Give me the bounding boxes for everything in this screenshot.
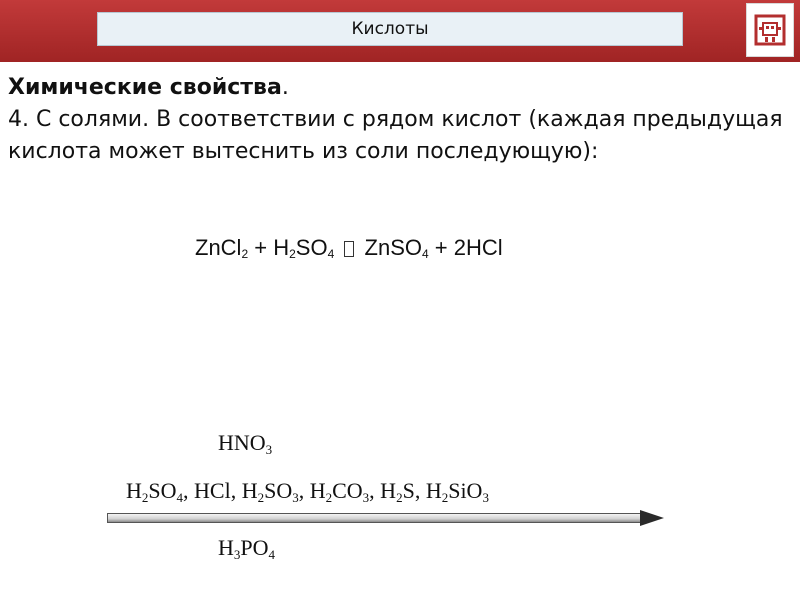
slide-title: Кислоты <box>97 12 683 46</box>
acid-top <box>218 430 272 458</box>
acid-part: H <box>309 478 326 503</box>
acid-part: PO <box>240 535 269 560</box>
acid-part: H <box>380 478 397 503</box>
separator: , <box>414 478 426 503</box>
acid-part: H <box>241 478 258 503</box>
separator: , <box>230 478 242 503</box>
heading-text: Химические свойства <box>8 75 282 100</box>
acid-formula: HNO <box>218 430 266 455</box>
product-2: + 2HCl <box>428 235 503 260</box>
reactant-2-mid: SO <box>295 235 328 260</box>
subscript: 3 <box>362 490 370 505</box>
subscript: 2 <box>441 490 449 505</box>
product-1: ZnSO <box>364 235 422 260</box>
subscript: 3 <box>482 490 489 505</box>
subscript: 3 <box>265 442 273 457</box>
subscript: 2 <box>241 247 249 261</box>
subscript: 2 <box>396 490 403 505</box>
acid-part: HCl <box>194 478 231 503</box>
arrow-right-icon <box>640 510 664 526</box>
acid-part: CO <box>332 478 363 503</box>
subscript: 4 <box>176 490 184 505</box>
acid-part: H <box>218 535 234 560</box>
section-heading <box>8 72 788 104</box>
paragraph: 4. С солями. В соответствии с рядом кислот (каждая предыдущая кислота может вытеснить из соли последующую): <box>8 107 783 164</box>
acid-part: SO <box>148 478 177 503</box>
subscript: 4 <box>327 247 335 261</box>
subscript: 2 <box>325 490 333 505</box>
subscript: 3 <box>292 490 299 505</box>
acid-series-row <box>126 478 489 506</box>
subscript: 2 <box>141 490 149 505</box>
acid-part: H <box>425 478 442 503</box>
acid-part: S <box>402 478 415 503</box>
reaction-equation <box>195 235 503 261</box>
separator: , <box>298 478 310 503</box>
subscript: 4 <box>422 247 429 261</box>
reactant-1: ZnCl <box>195 235 242 260</box>
acid-bottom <box>218 535 275 563</box>
acid-item <box>194 478 242 503</box>
acid-item <box>380 478 426 503</box>
acid-item <box>310 478 380 503</box>
acid-part: H <box>126 478 142 503</box>
heading-period: . <box>281 75 289 100</box>
acid-item <box>426 478 489 503</box>
acid-item <box>242 478 310 503</box>
subscript: 3 <box>233 547 241 562</box>
subscript: 2 <box>257 490 265 505</box>
separator: , <box>183 478 195 503</box>
separator: , <box>369 478 381 503</box>
acid-item <box>126 478 194 503</box>
missing-glyph-icon <box>344 241 354 257</box>
acid-part: SO <box>264 478 293 503</box>
robot-icon <box>746 3 794 57</box>
subscript: 2 <box>289 247 296 261</box>
series-arrow-shaft <box>107 513 642 523</box>
acid-part: SiO <box>448 478 483 503</box>
subscript: 4 <box>268 547 276 562</box>
reactant-2-start: + H <box>248 235 290 260</box>
